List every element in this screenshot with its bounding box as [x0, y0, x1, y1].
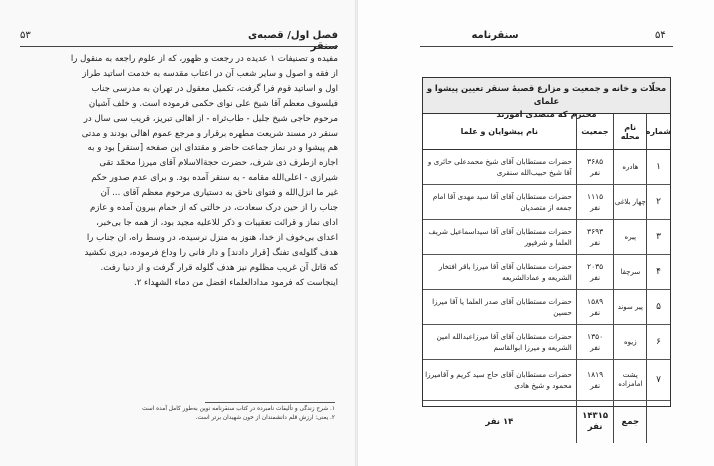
row-district: چهار بلاغی — [613, 185, 646, 219]
table-row — [423, 255, 670, 290]
header-rule-left — [420, 46, 673, 47]
header-name: نام محله — [613, 114, 646, 149]
footnotes — [60, 405, 335, 423]
row-index: ۲ — [646, 185, 670, 219]
row-district: پشت امامزاده — [613, 360, 646, 400]
body-line: هم پیشوا و در نماز جماعت حاضر و مقتدای این صفحه [سنقر] بود و به — [87, 143, 338, 154]
body-line: غیر ما انزل‌الله و فتوای ناحق به دستیاری مرحوم معظم آقای ... آن — [100, 188, 338, 199]
row-population: ۱۱۱۵ نفر — [576, 185, 614, 219]
total-label: جمع — [613, 401, 646, 443]
body-line: اینجاست که فرمود مداد‌العلماء افضل من دماء الشهداء ۲. — [133, 277, 338, 288]
table-row — [423, 325, 670, 360]
body-line: اعدای بی‌خوف از خدا، هنوز به منزل نرسیده، در وسط راه، ان جناب را — [86, 232, 338, 243]
body-line: که قاتل آن غریب مظلوم نیز هدف گلوله قرار گرفت و از دنیا رفت. — [100, 262, 338, 273]
row-population: ۱۸۱۹ نفر — [576, 360, 614, 400]
row-district: پیر سوند — [613, 290, 646, 324]
row-population: ۳۶۸۵ نفر — [576, 150, 614, 184]
total-index-empty — [646, 401, 670, 443]
footnote-rule — [205, 402, 335, 403]
book-gutter — [355, 0, 358, 466]
table-row — [423, 220, 670, 255]
row-population: ۱۳۵۰ نفر — [576, 325, 614, 359]
row-district: زیوه — [613, 325, 646, 359]
page-number-right: ۵۳ — [20, 30, 31, 41]
districts-table — [422, 77, 672, 432]
row-population: ۱۵۸۹ نفر — [576, 290, 614, 324]
row-leaders: حضرات مستطابان آقای آقا میرزا باقر افتخار الشریعه و عمادالشریعه — [438, 262, 572, 282]
body-line: اجازه ازطرف ذی شرف، حضرت حجة‌الاسلام آقای میرزا محمّد تقی — [99, 158, 338, 169]
table-title: محلّات و خانه و جمعیت و مزارع قصبهٔ سنقر تعیین پیشوا و علمای محترم که متصدی امورند — [423, 78, 670, 114]
row-district: سرچقا — [613, 255, 646, 289]
body-line: ادای نماز و قرائت تعقیبات و ذکر للاعلیه مجید بود، از همه جا بی‌خبر، — [96, 217, 338, 228]
body-line: اول و اساتید قوم فرا گرفت، تکمیل معقول در تهران به مدرسی جناب — [91, 83, 338, 94]
body-line: جناب را از حین درک سعادت، در حالتی که از حمام بیرون آمده و عازم — [89, 203, 338, 214]
footnote-1: ۱. شرح زندگی و تألیفات نامبرده در کتاب سنقرنامه نوین به‌طور کامل آمده است — [142, 406, 335, 412]
header-index: شماره — [646, 114, 670, 149]
body-line: مرحوم حاجی شیخ جلیل - طاب‌ثراه - از اهالی تبریز، قریب سی سال در — [83, 113, 338, 124]
header-rule-right — [20, 46, 338, 47]
header-leaders: نام پیشوایان و علما — [460, 127, 538, 136]
row-index: ۷ — [646, 360, 670, 400]
row-leaders: حضرات مستطابان آقای حاج سید کریم و آقامیرزا محمود و شیخ هادی — [425, 370, 572, 390]
total-population: ۱۴۳۱۵ نفر — [576, 401, 614, 443]
body-text — [20, 52, 338, 291]
total-leaders: ۱۴ نفر — [485, 416, 514, 427]
row-leaders: حضرات مستطابان آقای شیخ محمدعلی حائری و آقا شیخ حبیب‌الله سنقری — [427, 157, 572, 177]
table-row — [423, 290, 670, 325]
body-line: از فقه و اصول و سایر شعب آن در اعتاب مقدسه به خدمت اساتید طراز — [82, 68, 338, 79]
row-index: ۶ — [646, 325, 670, 359]
row-leaders: حضرات مستطابان آقای آقا سیداسماعیل شریف العلما و شرفپور — [428, 227, 572, 247]
row-district: هادره — [613, 150, 646, 184]
table-total-row — [423, 401, 670, 443]
body-line: هدف گلوله‌ی تفنگ [قرار دادند] و دار فانی را وداع فرموده، دیری نکشید — [84, 247, 338, 258]
table-row — [423, 185, 670, 220]
table-header-row — [423, 114, 670, 150]
body-line: مفیده و تصنیفات ۱ عدیده در رجعت و ظهور، که از علوم راجعه به منقول را — [70, 54, 338, 64]
body-line: شیرازی - اعلی‌الله مقامه - به سنقر آمده بود. و برای عدم صدور حکم — [91, 173, 338, 184]
body-line: فیلسوف معظم آقا شیخ علی نوای حکمی فرموده است. و خلف آشیان — [88, 98, 338, 109]
row-population: ۳۶۹۳ نفر — [576, 220, 614, 254]
page-number-left: ۵۴ — [655, 30, 666, 41]
row-leaders: حضرات مستطابان آقای آقا میرزاعبدالله امین الشریعه و میرزا ابوالقاسم — [436, 332, 572, 352]
row-index: ۵ — [646, 290, 670, 324]
table-row — [423, 150, 670, 185]
row-district: پیره — [613, 220, 646, 254]
row-index: ۴ — [646, 255, 670, 289]
row-population: ۲۰۳۵ نفر — [576, 255, 614, 289]
body-line: سنقر در مسند شریعت مطهره برقرار و مرجع عموم اهالی بودند و مدتی — [81, 128, 338, 139]
row-leaders: حضرات مستطابان آقای صدر العلما یا آقا میرزا حسین — [432, 297, 572, 317]
row-index: ۳ — [646, 220, 670, 254]
running-head-right: فصل اول/ قصبه‌ی — [248, 30, 338, 41]
footnote-2: ۲. یعنی: ارزش قلم دانشمندان از خون شهیدان برتر است. — [195, 415, 335, 421]
row-index: ۱ — [646, 150, 670, 184]
header-population: جمعیت — [576, 114, 614, 149]
running-head-left: سنقرنامه — [471, 30, 519, 41]
table-row — [423, 360, 670, 401]
row-leaders: حضرات مستطابان آقای آقا سید مهدی آقا امام جمعه از متصدیان — [432, 192, 572, 212]
